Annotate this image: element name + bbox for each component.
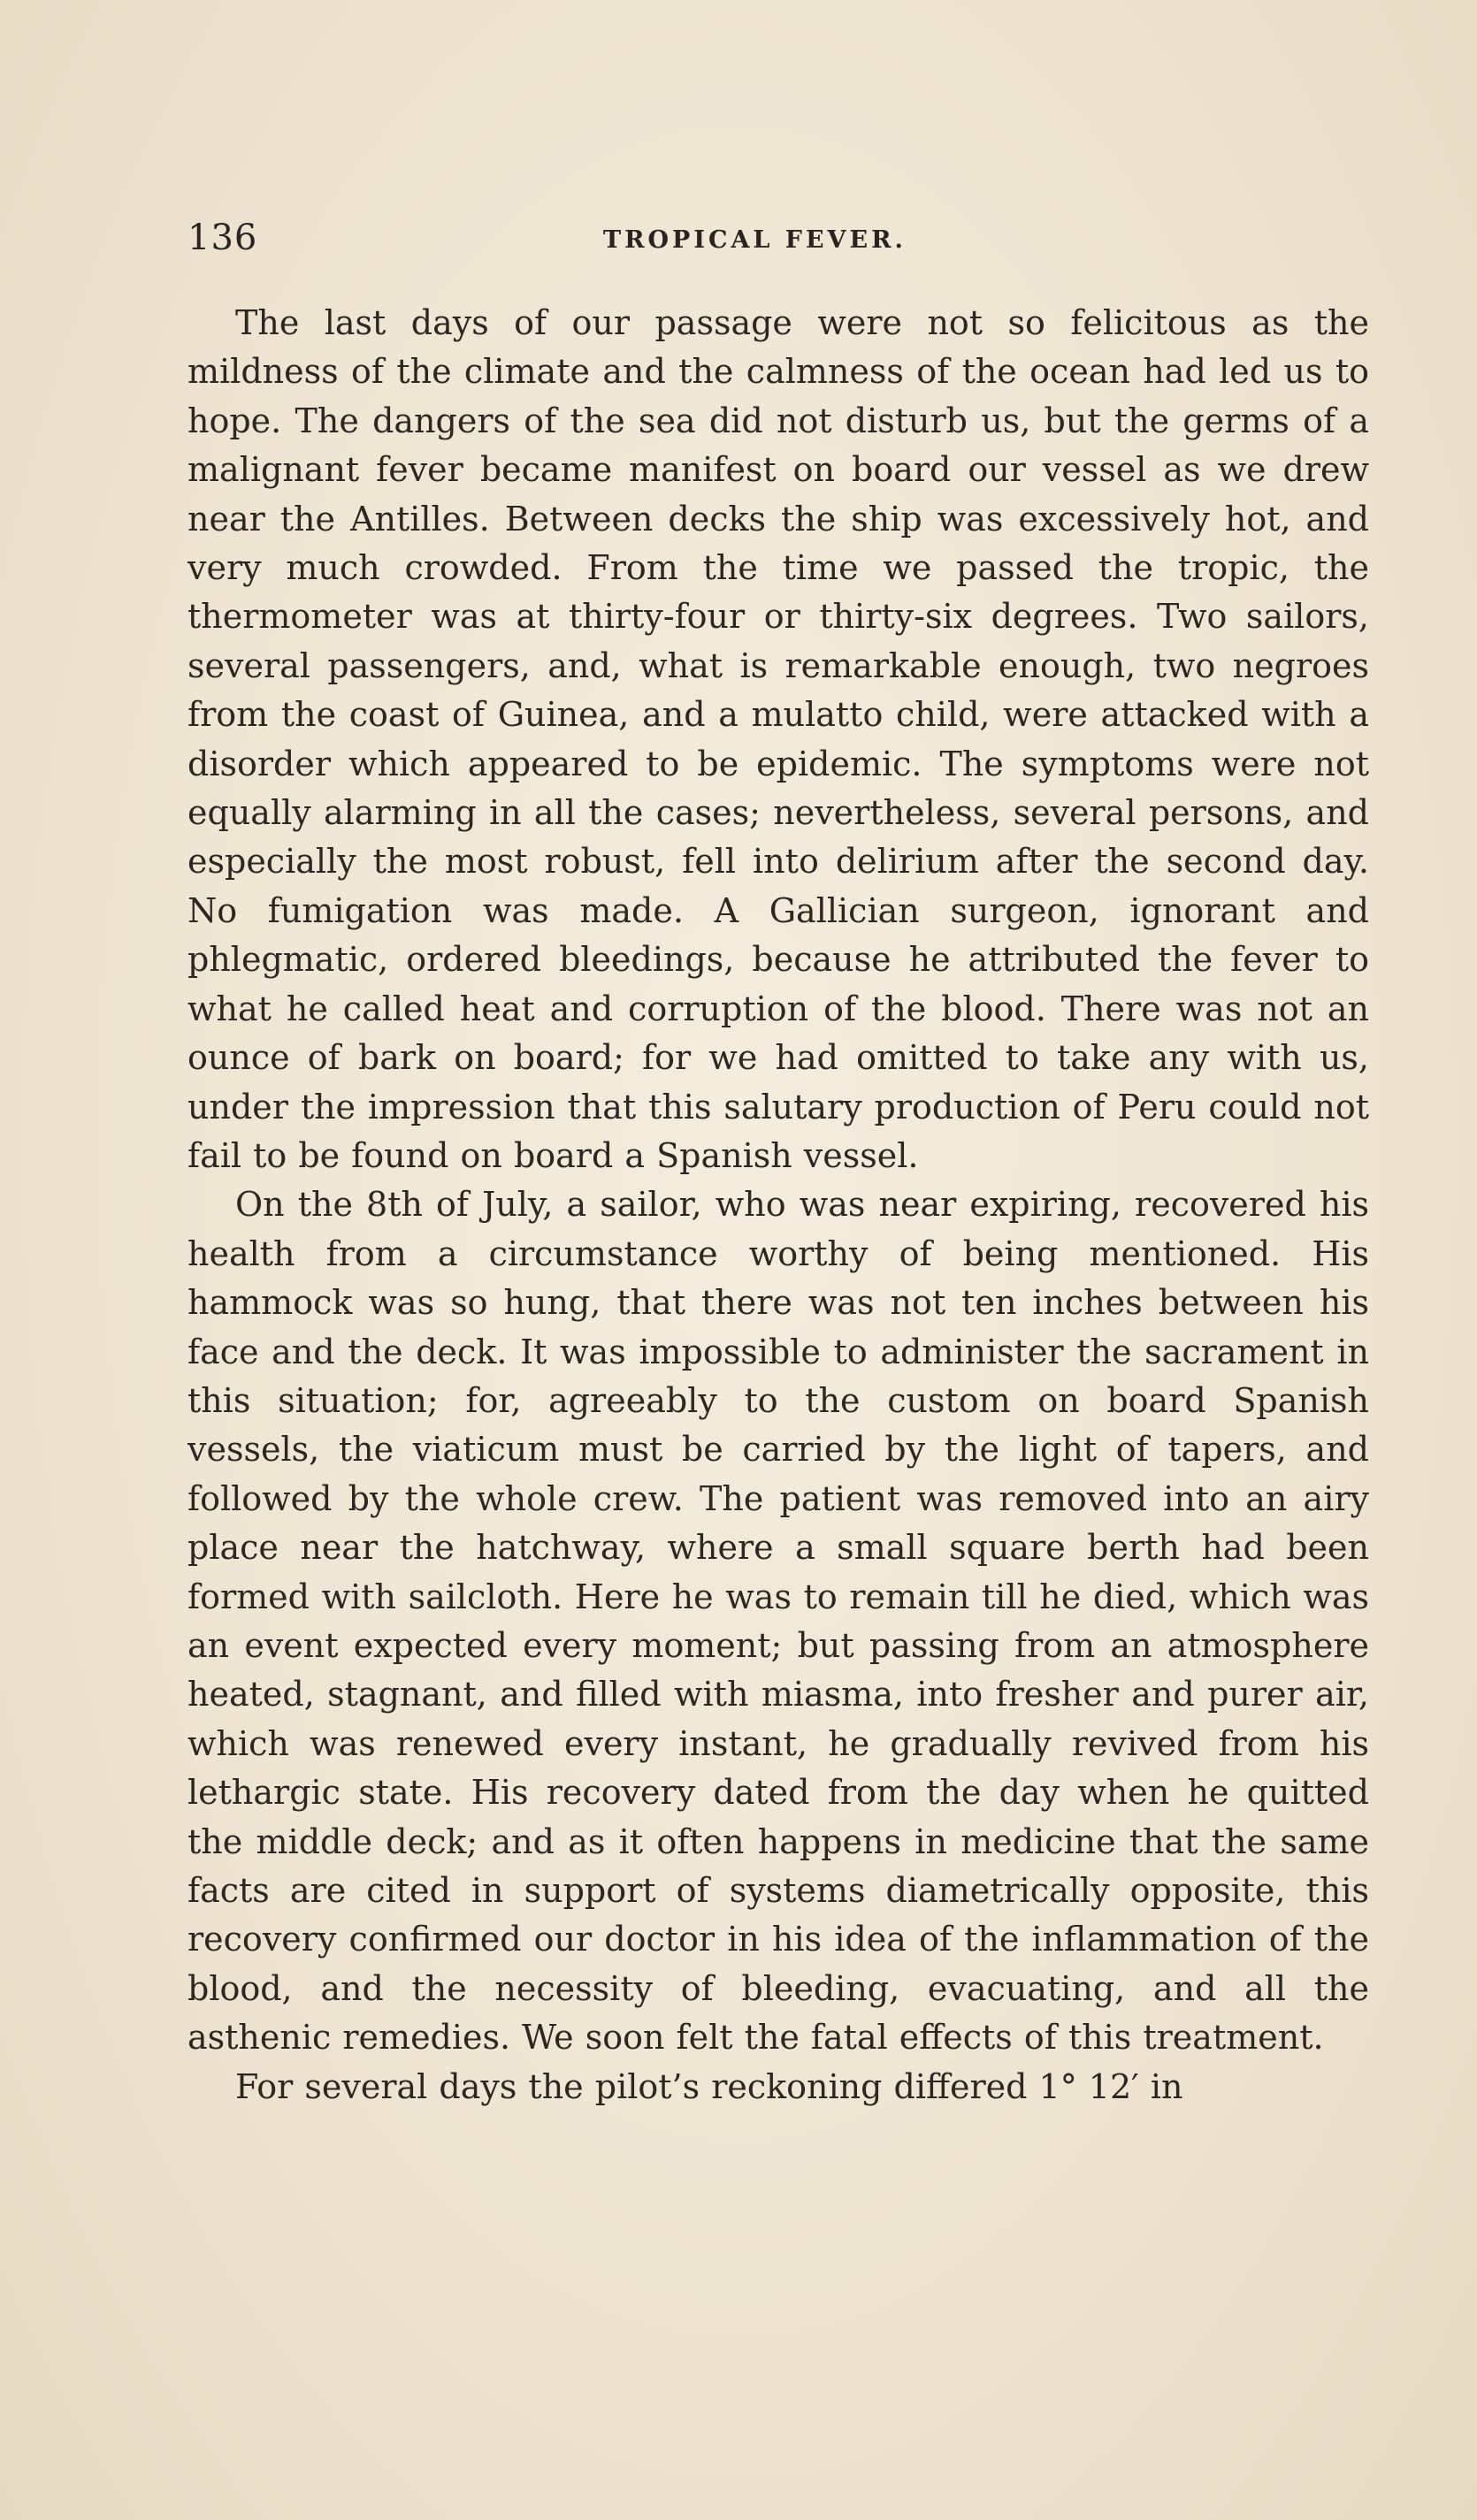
paragraph-sailor-recovery: On the 8th of July, a sailor, who was near expiring, recovered his health from a circumstance worthy of being mentioned. His hammock was so hung, that there was not ten inches between his face and the deck. It was impossible to administer the sacrament in this situation; for, agreeably to the custom on board Spanish vessels, the viaticum must be carried by the light of tapers, and followed by the whole crew. The patient was removed into an airy place near the hatchway, where a small square berth had been formed with sailcloth. Here he was to remain till he died, which was an event expected every moment; but passing from an atmosphere heated, stagnant, and filled with miasma, into fresher and purer air, which was renewed every instant, he gradually revived from his lethargic state. His recovery dated from the day when he quitted the middle deck; and as it often happens in medicine that the same facts are cited in support of systems diametrically opposite, this recovery confirmed our doctor in his idea of the inflammation of the blood, and the necessity of bleeding, evacuating, and all the asthenic remedies. We soon felt the fatal effects of this treatment. (187, 1185, 1369, 2058)
page-number: 136 (187, 218, 258, 258)
running-head: TROPICAL FEVER. (603, 226, 907, 254)
body-text (187, 299, 1369, 2111)
paragraph-pilot-reckoning: For several days the pilot’s reckoning differed 1° 12′ in (235, 2066, 1183, 2106)
paragraph-fever-passage: The last days of our passage were not so felicitous as the mildness of the climate and the calmness of the ocean had led us to hope. The dangers of the sea did not disturb us, but the germs of a malignant fever became manifest on board our vessel as we drew near the Antilles. Between decks the ship was excessively hot, and very much crowded. From the time we passed the tropic, the thermometer was at thirty-four or thirty-six degrees. Two sailors, several passengers, and, what is remarkable enough, two negroes from the coast of Guinea, and a mulatto child, were attacked with a disorder which appeared to be epidemic. The symptoms were not equally alarming in all the cases; nevertheless, several persons, and especially the most robust, fell into delirium after the second day. No fumigation was made. A Gallician surgeon, ignorant and phlegmatic, ordered bleedings, because he attributed the fever to what he called heat and corruption of the blood. There was not an ounce of bark on board; for we had omitted to take any with us, under the impression that this salutary production of Peru could not fail to be found on board a Spanish vessel. (187, 303, 1369, 1175)
page-header (187, 218, 1373, 271)
